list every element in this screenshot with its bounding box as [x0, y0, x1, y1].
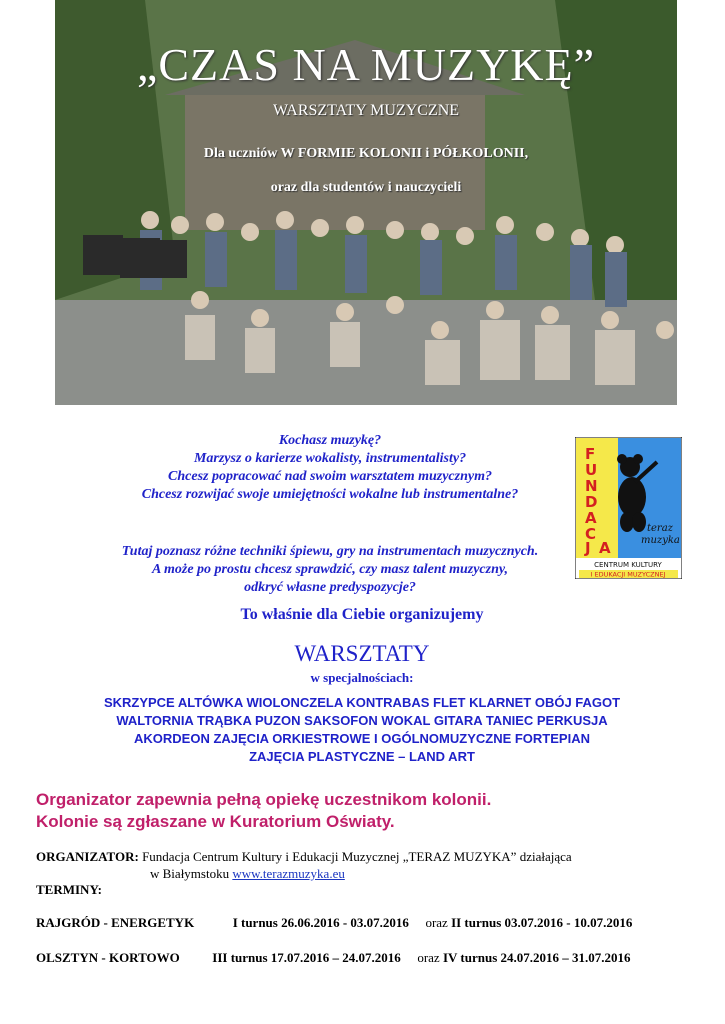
teaser-line: A może po prostu chcesz sprawdzić, czy masz talent muzyczny,: [151, 562, 509, 577]
term-turn-3: III turnus 17.07.2016 – 24.07.2016: [212, 950, 401, 965]
care-notice: Organizator zapewnia pełną opiekę uczestnikom kolonii.: [36, 790, 492, 809]
svg-text:N: N: [585, 477, 598, 495]
svg-text:A: A: [599, 539, 611, 557]
svg-text:I EDUKACJI MUZYCZNEJ: I EDUKACJI MUZYCZNEJ: [590, 570, 666, 579]
website-link[interactable]: www.terazmuzyka.eu: [232, 866, 345, 881]
instruments-line: AKORDEON ZAJĘCIA ORKIESTROWE I OGÓLNOMUZYCZNE FORTEPIAN: [134, 731, 590, 746]
svg-text:D: D: [585, 493, 598, 511]
question-line: Kochasz muzykę?: [278, 433, 382, 448]
organizer-line: [36, 849, 572, 865]
teaser-line: Tutaj poznasz różne techniki śpiewu, gry na instrumentach muzycznych.: [121, 544, 539, 559]
question-line: Chcesz rozwijać swoje umiejętności wokalne lub instrumentalne?: [141, 487, 519, 502]
intro-questions: [60, 432, 600, 504]
organize-line: To właśnie dla Ciebie organizujemy: [240, 606, 484, 623]
question-line: Marzysz o karierze wokalisty, instrumentalisty?: [193, 451, 467, 466]
hero-photo: [55, 0, 677, 405]
svg-text:F: F: [585, 445, 596, 463]
hero-subtitle: WARSZTATY MUZYCZNE: [272, 102, 460, 119]
workshops-heading: WARSZTATY: [294, 641, 430, 666]
svg-text:CENTRUM KULTURY: CENTRUM KULTURY: [594, 561, 662, 569]
svg-text:A: A: [585, 509, 597, 527]
organizer-text: Fundacja Centrum Kultury i Edukacji Muzycznej „TERAZ MUZYKA” działająca: [138, 849, 572, 864]
term-row-rajgrod: [36, 915, 632, 931]
term-and: oraz: [425, 915, 448, 930]
svg-text:C: C: [585, 525, 597, 543]
svg-text:muzyka: muzyka: [641, 535, 680, 546]
svg-text:U: U: [585, 461, 598, 479]
teraz-muzyka-logo: [575, 437, 682, 579]
term-and: oraz: [417, 950, 440, 965]
registration-notice: Kolonie są zgłaszane w Kuratorium Oświaty.: [36, 812, 395, 831]
organizer-city: w Białymstoku: [150, 866, 233, 881]
specialties-label: w specjalnościach:: [310, 670, 414, 685]
term-turn-2: II turnus 03.07.2016 - 10.07.2016: [451, 915, 633, 930]
svg-text:J: J: [585, 539, 591, 557]
question-line: Chcesz popracować nad swoim warsztatem muzycznym?: [168, 469, 492, 484]
term-turn-1: I turnus 26.06.2016 - 03.07.2016: [232, 915, 409, 930]
term-place: OLSZTYN - KORTOWO: [36, 950, 180, 965]
instruments-line: WALTORNIA TRĄBKA PUZON SAKSOFON WOKAL GITARA TANIEC PERKUSJA: [116, 713, 608, 728]
term-turn-4: IV turnus 24.07.2016 – 31.07.2016: [442, 950, 631, 965]
term-row-olsztyn: [36, 950, 631, 966]
svg-text:teraz: teraz: [647, 523, 673, 534]
organizer-label: ORGANIZATOR:: [36, 849, 139, 864]
teaser-line: odkryć własne predyspozycje?: [244, 580, 416, 595]
organizer-location: [150, 866, 345, 882]
hero-audience-line-2: oraz dla studentów i nauczycieli: [270, 180, 462, 195]
hero-title: „CZAS NA MUZYKĘ”: [136, 39, 596, 90]
hero-audience-line: Dla uczniów W FORMIE KOLONII i PÓŁKOLONII,: [203, 146, 529, 161]
intro-teaser: [60, 543, 600, 597]
instruments-line: ZAJĘCIA PLASTYCZNE – LAND ART: [249, 749, 475, 764]
terms-label: TERMINY:: [36, 882, 102, 897]
term-place: RAJGRÓD - ENERGETYK: [36, 915, 195, 930]
instruments-line: SKRZYPCE ALTÓWKA WIOLONCZELA KONTRABAS FLET KLARNET OBÓJ FAGOT: [103, 695, 621, 710]
